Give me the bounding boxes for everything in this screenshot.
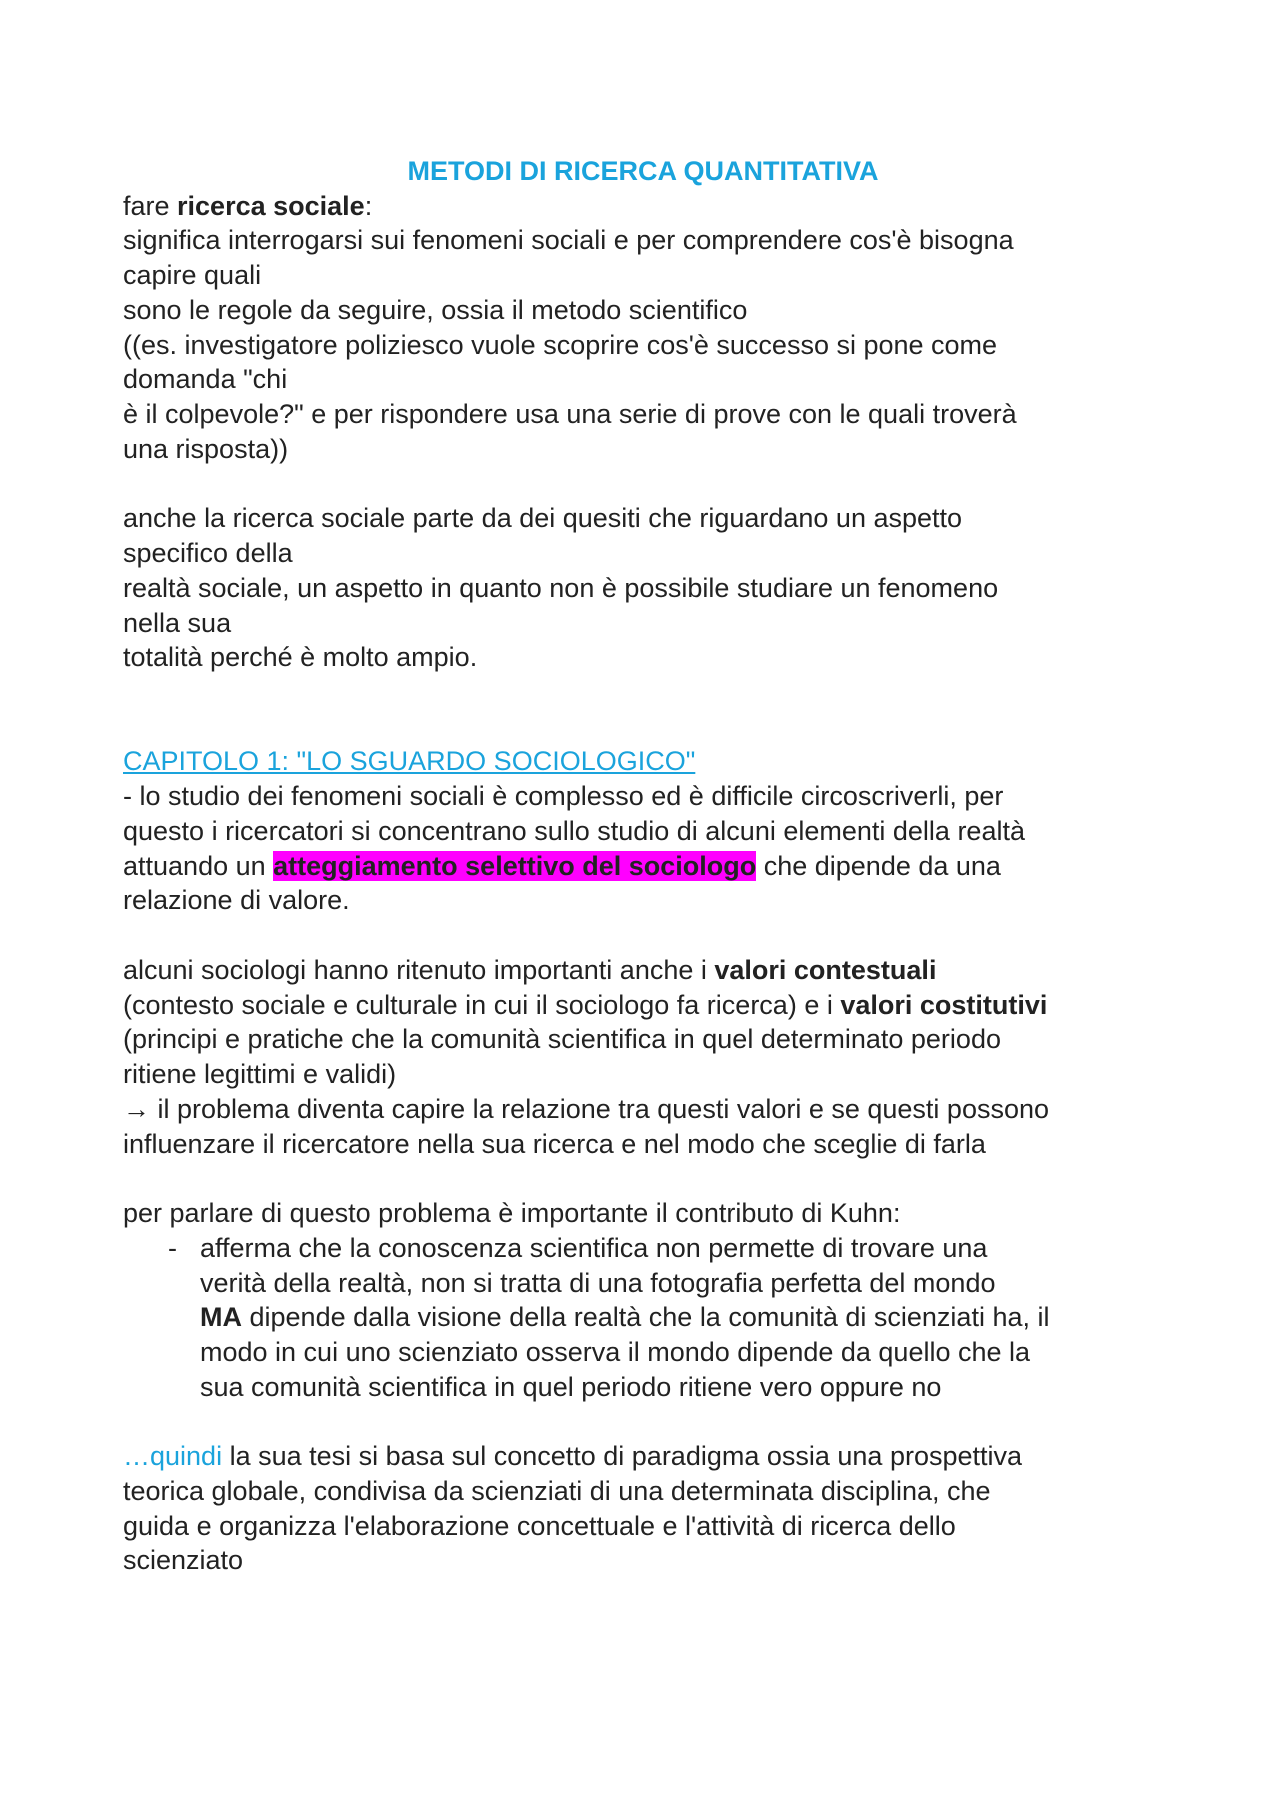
text-segment: questo i ricercatori si concentrano sullo studio di alcuni elementi della realtà bbox=[123, 815, 1025, 846]
text-line bbox=[123, 293, 1183, 328]
text-line bbox=[123, 501, 1183, 536]
text-line bbox=[123, 1127, 1183, 1162]
text-line bbox=[123, 189, 1183, 224]
text-line bbox=[123, 1509, 1183, 1544]
bold-text: valori contestuali bbox=[714, 954, 937, 985]
text-line bbox=[123, 1370, 1183, 1405]
text-segment: per parlare di questo problema è importante il contributo di Kuhn: bbox=[123, 1198, 901, 1229]
text-segment: realtà sociale, un aspetto in quanto non è possibile studiare un fenomeno bbox=[123, 572, 999, 603]
blank-line bbox=[123, 675, 1183, 710]
text-segment: ((es. investigatore poliziesco vuole scoprire cos'è successo si pone come bbox=[123, 329, 998, 360]
blank-line bbox=[123, 710, 1183, 745]
text-line bbox=[123, 883, 1183, 918]
chapter-heading-link[interactable]: CAPITOLO 1: "LO SGUARDO SOCIOLOGICO" bbox=[123, 746, 696, 777]
text-segment: : bbox=[364, 190, 373, 221]
text-segment: nella sua bbox=[123, 607, 232, 638]
text-line bbox=[123, 1057, 1183, 1092]
text-segment: attuando un bbox=[123, 850, 274, 881]
highlighted-text: atteggiamento selettivo del sociologo bbox=[273, 850, 757, 881]
text-line bbox=[123, 1231, 1183, 1266]
text-segment: è il colpevole?" e per rispondere usa una serie di prove con le quali troverà bbox=[123, 399, 1017, 430]
bold-text: ricerca sociale bbox=[177, 190, 365, 221]
text-segment: alcuni sociologi hanno ritenuto importanti anche i bbox=[123, 954, 715, 985]
text-line bbox=[123, 223, 1183, 258]
text-line bbox=[123, 1022, 1183, 1057]
text-line bbox=[123, 814, 1183, 849]
text-line bbox=[123, 1335, 1183, 1370]
text-segment: una risposta)) bbox=[123, 433, 289, 464]
text-line bbox=[123, 258, 1183, 293]
bold-text: MA bbox=[200, 1302, 242, 1333]
blank-line bbox=[123, 1161, 1183, 1196]
text-line bbox=[123, 397, 1183, 432]
text-line bbox=[123, 328, 1183, 363]
text-segment: relazione di valore. bbox=[123, 885, 350, 916]
text-segment: (principi e pratiche che la comunità scientifica in quel determinato periodo bbox=[123, 1024, 1001, 1055]
text-segment: sua comunità scientifica in quel periodo ritiene vero oppure no bbox=[200, 1371, 942, 1402]
text-line bbox=[123, 536, 1183, 571]
text-segment: che dipende da una bbox=[756, 850, 1001, 881]
text-segment: dipende dalla visione della realtà che la comunità di scienziati ha, il bbox=[242, 1302, 1050, 1333]
text-segment: influenzare il ricercatore nella sua ricerca e nel modo che sceglie di farla bbox=[123, 1128, 986, 1159]
text-segment: afferma che la conoscenza scientifica non permette di trovare una bbox=[200, 1232, 988, 1263]
text-segment: verità della realtà, non si tratta di una fotografia perfetta del mondo bbox=[200, 1267, 996, 1298]
text-segment: teorica globale, condivisa da scienziati di una determinata disciplina, che bbox=[123, 1475, 991, 1506]
text-segment: (contesto sociale e culturale in cui il sociologo fa ricerca) e i bbox=[123, 989, 841, 1020]
text-segment: ritiene legittimi e validi) bbox=[123, 1059, 397, 1090]
text-line bbox=[123, 1439, 1183, 1474]
text-segment: - lo studio dei fenomeni sociali è complesso ed è difficile circoscriverli, per bbox=[123, 781, 1004, 812]
text-segment: specifico della bbox=[123, 538, 293, 569]
bullet-marker: - bbox=[168, 1232, 177, 1263]
text-segment: fare bbox=[123, 190, 178, 221]
text-segment: totalità perché è molto ampio. bbox=[123, 642, 478, 673]
text-line bbox=[123, 432, 1183, 467]
text-line bbox=[123, 779, 1183, 814]
text-line bbox=[123, 988, 1183, 1023]
document-title: METODI DI RICERCA QUANTITATIVA bbox=[407, 156, 879, 186]
text-line bbox=[123, 1196, 1183, 1231]
text-line bbox=[123, 1266, 1183, 1301]
text-segment: la sua tesi si basa sul concetto di paradigma ossia una prospettiva bbox=[222, 1441, 1023, 1472]
text-segment: guida e organizza l'elaborazione concettuale e l'attività di ricerca dello bbox=[123, 1510, 956, 1541]
text-line bbox=[123, 571, 1183, 606]
document-body bbox=[123, 154, 1183, 1578]
text-segment: domanda "chi bbox=[123, 364, 288, 395]
text-line bbox=[123, 1092, 1183, 1127]
text-segment: sono le regole da seguire, ossia il metodo scientifico bbox=[123, 294, 748, 325]
text-segment: significa interrogarsi sui fenomeni sociali e per comprendere cos'è bisogna bbox=[123, 225, 1014, 256]
text-line bbox=[123, 1474, 1183, 1509]
text-line bbox=[123, 1543, 1183, 1578]
text-segment: → il problema diventa capire la relazione tra questi valori e se questi possono bbox=[123, 1093, 1050, 1124]
text-line bbox=[123, 606, 1183, 641]
text-line bbox=[123, 953, 1183, 988]
text-segment: scienziato bbox=[123, 1545, 244, 1576]
blank-line bbox=[123, 918, 1183, 953]
text-line bbox=[123, 1300, 1183, 1335]
text-line bbox=[123, 640, 1183, 675]
colored-text: …quindi bbox=[123, 1441, 223, 1472]
text-line bbox=[123, 744, 1183, 779]
blank-line bbox=[123, 467, 1183, 502]
text-line bbox=[123, 849, 1183, 884]
bold-text: valori costitutivi bbox=[840, 989, 1048, 1020]
text-segment: anche la ricerca sociale parte da dei quesiti che riguardano un aspetto bbox=[123, 503, 963, 534]
text-segment: modo in cui uno scienziato osserva il mondo dipende da quello che la bbox=[200, 1336, 1031, 1367]
text-segment: capire quali bbox=[123, 260, 262, 291]
blank-line bbox=[123, 1404, 1183, 1439]
text-line bbox=[123, 362, 1183, 397]
